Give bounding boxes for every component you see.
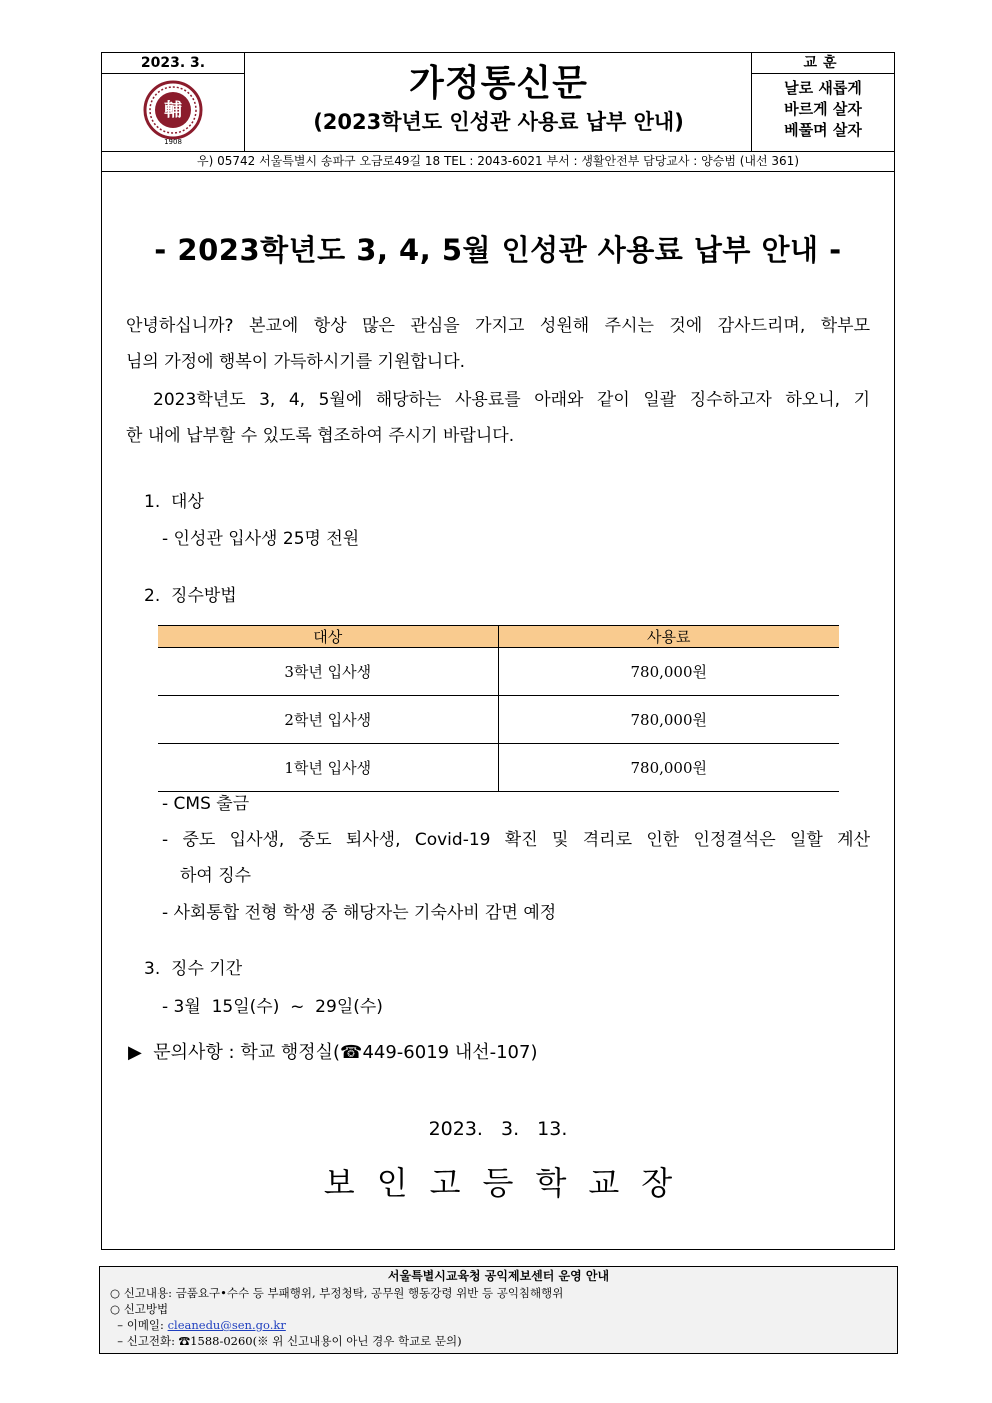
notice-email-line [100,1317,897,1333]
table-cell: 2학년 입사생 [158,696,498,744]
notice-phone-line: – 신고전화: ☎1588-0260(※ 위 신고내용이 아닌 경우 학교로 문의) [110,1334,462,1348]
notice-line: ○ 신고방법 [110,1302,169,1316]
main-title: - 2023학년도 3, 4, 5월 인성관 사용료 납부 안내 - [154,233,842,267]
newsletter-header [101,52,895,152]
table-cell: 1학년 입사생 [158,744,498,792]
motto-line: 바르게 살자 [784,100,862,118]
title-block [245,53,752,151]
intro-line: 한 내에 납부할 수 있도록 협조하여 주시기 바랍니다. [126,426,515,446]
newsletter-subtitle: (2023학년도 인성관 사용료 납부 안내) [313,110,684,134]
motto-line: 베풀며 살자 [784,121,862,139]
whistleblower-notice [99,1266,898,1354]
column-header: 대상 [158,626,498,648]
intro-line: 안녕하십니까? 본교에 항상 많은 관심을 가지고 성원해 주시는 것에 감사드리며, 학부모 [126,316,870,336]
section-heading: 3. 징수 기간 [144,959,243,979]
table-cell: 780,000원 [498,648,839,696]
inquiry-contact: ▶ 문의사항 : 학교 행정실(☎449-6019 내선-107) [128,1042,538,1063]
school-address-bar: 우) 05742 서울특별시 송파구 오금로49길 18 TEL : 2043-6021 부서 : 생활안전부 담당교사 : 양승범 (내선 361) [101,152,895,172]
table-cell: 3학년 입사생 [158,648,498,696]
table-row [158,696,839,744]
intro-line: 2023학년도 3, 4, 5월에 해당하는 사용료를 아래와 같이 일괄 징수하고자 하오니, 기 [126,390,870,410]
newsletter-title: 가정통신문 [409,63,588,104]
table-header-row [158,626,839,648]
table-row [158,648,839,696]
method-note: 하여 징수 [180,866,252,886]
table-cell: 780,000원 [498,696,839,744]
notice-line: ○ 신고내용: 금품요구•수수 등 부패행위, 부정청탁, 공무원 행동강령 위반 등 공익침해행위 [110,1286,564,1300]
fee-table [158,625,839,792]
school-emblem-icon [141,80,205,146]
intro-line: 님의 가정에 행복이 가득하시기를 기원합니다. [126,352,466,372]
svg-text:1908: 1908 [164,137,182,146]
email-link[interactable]: cleanedu@sen.go.kr [167,1318,286,1332]
section-item: - 인성관 입사생 25명 전원 [162,529,360,549]
svg-text:輔: 輔 [164,99,182,121]
issue-date: 2023. 3. [102,53,245,74]
column-header: 사용료 [498,626,839,648]
motto-line: 날로 새롭게 [784,79,862,97]
method-note: - CMS 출금 [162,794,250,814]
sign-date: 2023. 3. 13. [428,1118,568,1140]
school-motto [751,53,894,151]
email-label: – 이메일: [110,1318,168,1332]
table-row [158,744,839,792]
motto-title: 교훈 [752,53,894,74]
method-note: - 사회통합 전형 학생 중 해당자는 기숙사비 감면 예정 [162,903,557,923]
notice-title: 서울특별시교육청 공익제보센터 운영 안내 [387,1269,610,1283]
section-heading: 2. 징수방법 [144,586,237,606]
table-cell: 780,000원 [498,744,839,792]
letter-body [101,172,895,1250]
section-item: - 3월 15일(수) ~ 29일(수) [162,997,383,1017]
school-principal: 보인고등학교장 [323,1164,695,1202]
method-note: - 중도 입사생, 중도 퇴사생, Covid-19 확진 및 격리로 인한 인정결석은 일할 계산 [162,830,870,850]
section-heading: 1. 대상 [144,492,204,512]
school-emblem [102,74,245,151]
